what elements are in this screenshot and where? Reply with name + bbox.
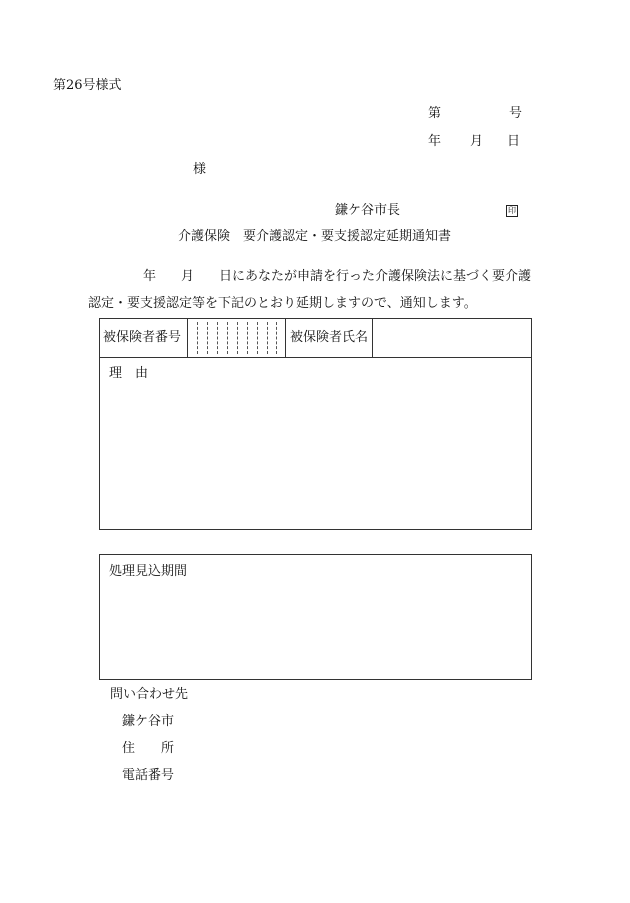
reason-field[interactable] — [100, 358, 531, 529]
body-month: 月 — [181, 269, 195, 284]
digit-separator — [257, 322, 258, 354]
issuer-name: 鎌ケ谷市長 — [335, 203, 401, 218]
processing-period-label: 処理見込期間 — [109, 564, 188, 579]
digit-separator — [197, 322, 198, 354]
contact-office: 鎌ケ谷市 — [122, 714, 175, 729]
contact-phone-label: 電話番号 — [122, 768, 175, 783]
insured-number-label: 被保険者番号 — [103, 330, 182, 345]
addressee-suffix: 様 — [193, 162, 207, 177]
digit-separator — [247, 322, 248, 354]
insured-name-input[interactable] — [373, 319, 531, 357]
insured-table — [99, 318, 532, 530]
body-line2: 認定・要支援認定等を下記のとおり延期しますので、通知します。 — [88, 296, 477, 311]
digit-separator — [267, 322, 268, 354]
doc-number-prefix: 第 — [428, 106, 442, 121]
body-line1: 日にあなたが申請を行った介護保険法に基づく要介護 — [219, 269, 532, 284]
digit-separator — [207, 322, 208, 354]
insured-row — [100, 319, 531, 358]
date-month: 月 — [470, 134, 484, 149]
form-number: 第26号様式 — [53, 78, 122, 93]
body-year: 年 — [143, 269, 157, 284]
document-title: 介護保険 要介護認定・要支援認定延期通知書 — [178, 229, 452, 244]
digit-separator — [237, 322, 238, 354]
digit-separator — [276, 322, 277, 354]
date-day: 日 — [507, 134, 521, 149]
digit-separator — [217, 322, 218, 354]
contact-address-label: 住 所 — [122, 741, 175, 756]
insured-name-label: 被保険者氏名 — [290, 330, 369, 345]
doc-number-suffix: 号 — [509, 106, 523, 121]
processing-period-box[interactable] — [99, 554, 532, 680]
seal-mark: 印 — [508, 206, 516, 215]
date-year: 年 — [428, 134, 442, 149]
insured-number-input[interactable] — [188, 319, 285, 357]
contact-heading: 問い合わせ先 — [110, 687, 189, 702]
digit-separator — [227, 322, 228, 354]
reason-label: 理 由 — [109, 366, 149, 381]
column-divider — [285, 319, 286, 357]
